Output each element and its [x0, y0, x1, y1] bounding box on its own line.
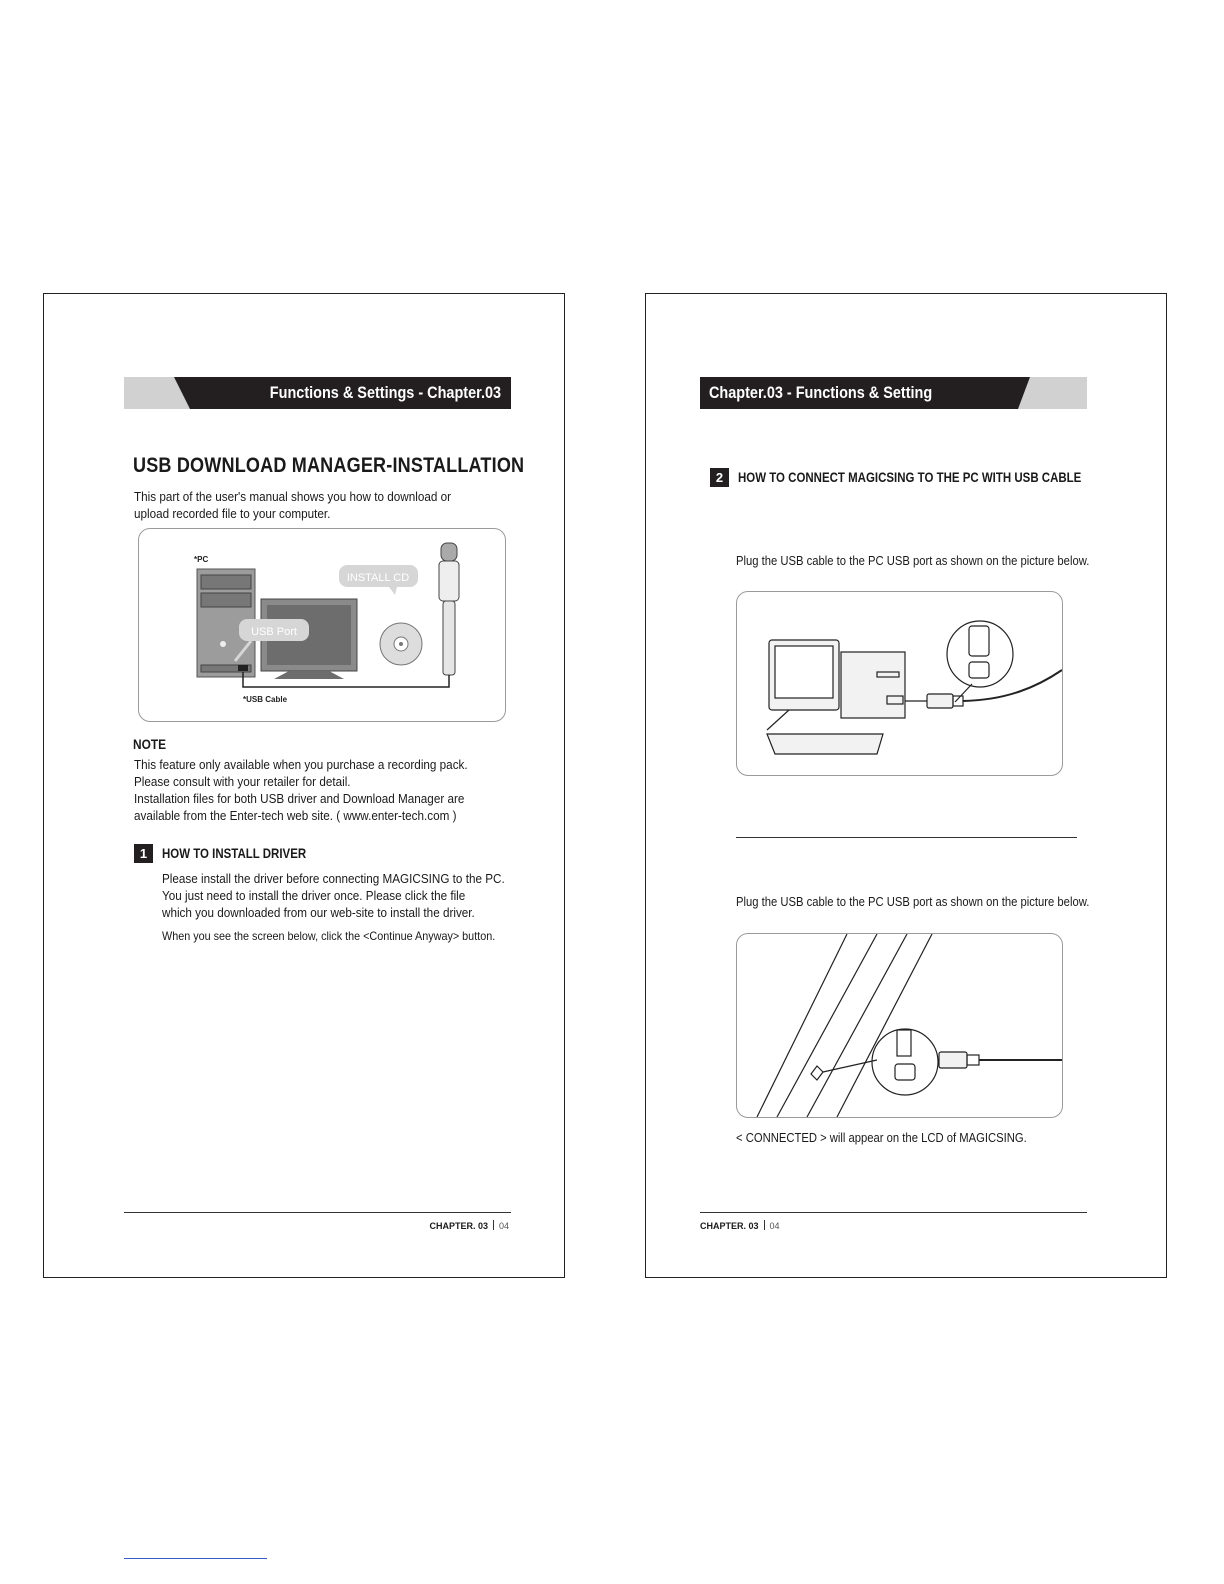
instruction-text: Plug the USB cable to the PC USB port as shown on the picture below. [736, 554, 1090, 568]
usb-zoom-circle [947, 621, 1013, 687]
instruction-text: Plug the USB cable to the PC USB port as shown on the picture below. [736, 895, 1090, 909]
usb-cable [243, 672, 449, 687]
banner-title: Functions & Settings - Chapter.03 [269, 383, 501, 402]
pc-label: *PC [194, 555, 209, 564]
page-footer [429, 1220, 509, 1231]
section-number-badge: 1 [134, 844, 153, 863]
magicsing-usb-figure [736, 933, 1063, 1118]
pc-usb-illustration [737, 592, 1062, 775]
section-body [162, 870, 505, 921]
header-banner [124, 377, 511, 409]
left-page [43, 293, 565, 1278]
footer-separator [493, 1220, 494, 1230]
footer-rule [700, 1212, 1087, 1213]
usb-zoom-circle [872, 1029, 938, 1095]
note-body [134, 756, 468, 824]
footer-page-number: 04 [498, 1221, 509, 1231]
right-page [645, 293, 1167, 1278]
footer-rule [124, 1212, 511, 1213]
footer-page-number: 04 [769, 1221, 780, 1231]
intro-line: upload recorded file to your computer. [134, 506, 331, 521]
footer-separator [764, 1220, 765, 1230]
note-title: NOTE [133, 736, 167, 752]
usb-plug [927, 694, 953, 708]
footer-chapter: CHAPTER. 03 [429, 1221, 488, 1231]
bottom-hyperlink-underline [124, 1558, 267, 1559]
microphone [441, 543, 457, 561]
intro-line: This part of the user's manual shows you how to download or [134, 489, 452, 504]
usb-plug [939, 1052, 967, 1068]
keyboard [767, 734, 883, 754]
header-banner [700, 377, 1087, 409]
footer-chapter: CHAPTER. 03 [700, 1221, 759, 1231]
note-line: Please consult with your retailer for detail. [134, 774, 351, 789]
continue-instruction: When you see the screen below, click the <Continue Anyway> button. [162, 929, 496, 943]
usb-port-label: USB Port [251, 626, 297, 638]
section-line: You just need to install the driver once. Please click the file [162, 888, 466, 903]
section-title: HOW TO INSTALL DRIVER [162, 845, 307, 861]
section-line: which you downloaded from our web-site to install the driver. [162, 905, 475, 920]
section-number-badge: 2 [710, 468, 729, 487]
usb-cable-label: *USB Cable [243, 695, 288, 704]
pc-tower [841, 652, 905, 718]
intro-text [134, 488, 451, 522]
install-cd-label: INSTALL CD [346, 572, 410, 584]
connected-message: < CONNECTED > will appear on the LCD of MAGICSING. [736, 1131, 1027, 1145]
section-line: Please install the driver before connecting MAGICSING to the PC. [162, 871, 505, 886]
section-title: HOW TO CONNECT MAGICSING TO THE PC WITH USB CABLE [738, 469, 1082, 485]
page-footer [700, 1220, 780, 1231]
note-line: available from the Enter-tech web site. ( www.enter-tech.com ) [134, 808, 457, 823]
pc-connection-figure [138, 528, 506, 722]
microphone-body-edge [757, 934, 847, 1117]
page-title: USB DOWNLOAD MANAGER-INSTALLATION [133, 454, 525, 477]
section-divider [736, 837, 1077, 838]
note-line: Installation files for both USB driver and Download Manager are [134, 791, 465, 806]
magicsing-usb-illustration [737, 934, 1062, 1117]
pc-usb-figure [736, 591, 1063, 776]
banner-title: Chapter.03 - Functions & Setting [709, 383, 933, 402]
pc-connection-illustration [139, 529, 505, 721]
note-line: This feature only available when you purchase a recording pack. [134, 757, 468, 772]
